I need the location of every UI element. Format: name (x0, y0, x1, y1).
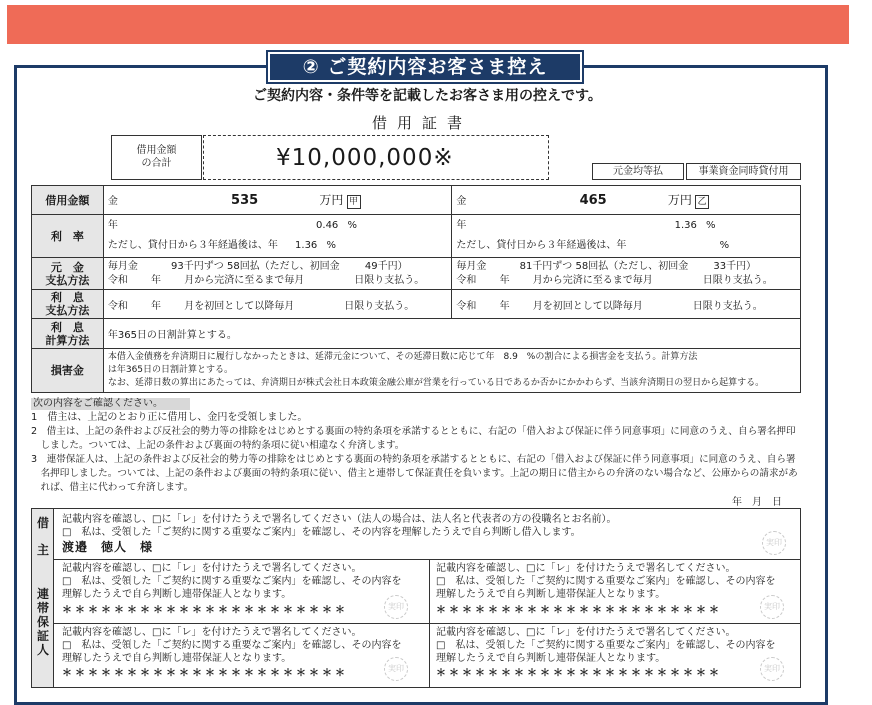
interest-label: 利 息 支払方法 (32, 290, 104, 319)
principal-label: 元 金 支払方法 (32, 258, 104, 290)
pr-e: 回払（ただし、初回金 (588, 260, 689, 272)
g1-line2[interactable]: □ 私は、受領した「ご契約に関する重要なご案内」を確認し、その内容を (62, 576, 402, 587)
g4-line3: 理解したうえで自ら判断し連帯保証人となります。 (436, 653, 666, 664)
rate-pct-b: % (326, 240, 336, 251)
damages-line3: なお、延滞日数の算出にあたっては、弁済期日が株式会社日本政策金融公庫が営業を行っている日であるか否かにかかわらず、当該弁済期日の翌日から起算する。 (107, 378, 765, 388)
pl-b: 93 (171, 260, 184, 272)
damages-line2: は年365日の日割計算とする。 (107, 365, 234, 375)
rate-after-text-a: ただし、貸付日から３年経過後は、年 (107, 240, 278, 251)
rate-after-text-b: ただし、貸付日から３年経過後は、年 (456, 240, 627, 251)
principal-left-line2: 令和 年 月から完済に至るまで毎月 日限り支払う。 (107, 274, 425, 286)
g1-line1: 記載内容を確認し、□に「レ」を付けたうえで署名してください。 (62, 563, 362, 574)
borrower-label-col (32, 509, 54, 559)
condition-2a: 2 借主は、上記の条件および反社会的勢力等の排除をはじめとする裏面の特約条項を承諾するとともに、右記の「借入および保証に伴う同意事項」に同意のうえ、自ら署名押印 (31, 426, 796, 437)
interest-row (32, 290, 801, 319)
calc-text: 年365日の日割計算とする。 (103, 319, 800, 349)
rate-right-value: 1.36 (674, 220, 697, 231)
rate-pct-c: % (706, 220, 716, 231)
borrow-right-value: 465 (579, 193, 607, 208)
total-amount-label (111, 135, 202, 180)
damages-text (103, 349, 800, 393)
interest-left: 令和 年 月を初回として以降毎月 日限り支払う。 (103, 290, 452, 319)
g2-masked-name: ＊＊＊＊＊＊＊＊＊＊＊＊＊＊＊＊＊＊＊＊＊＊ (436, 605, 722, 616)
seal-stamp-g3: 実印 (384, 657, 408, 681)
borrow-unit-a: 万円 (319, 193, 344, 207)
pl-f: 49 (364, 260, 378, 272)
condition-2b: しました。ついては、上記の条件および裏面の特約条項に従い相違なく弁済します。 (31, 440, 405, 451)
rate-label: 利 率 (32, 215, 104, 258)
divider (32, 559, 800, 560)
condition-3c: れば、借主に代わって弁済します。 (31, 482, 194, 493)
seal-stamp-g1: 実印 (384, 595, 408, 619)
guarantor-label-col (32, 559, 54, 687)
rate-left-value: 0.46 (316, 220, 339, 231)
borrow-prefix-b: 金 (456, 196, 467, 207)
mark-b: 乙 (695, 195, 709, 209)
condition-3a: 3 連帯保証人は、上記の条件および反社会的勢力等の排除をはじめとする裏面の特約条項を承諾するとともに、右記の「借入および保証に伴う同意事項」に同意のうえ、自ら署 (31, 454, 796, 465)
rate-year-a: 年 (107, 220, 118, 231)
rate-pct-d: % (719, 240, 730, 251)
seal-stamp-borrower: 実印 (762, 531, 786, 555)
loan-type-tag: 事業資金同時貸付用 (686, 163, 801, 180)
mark-a: 甲 (347, 195, 361, 209)
rate-row (32, 215, 801, 258)
borrower-name[interactable]: 渡邉 徳人 様 (62, 540, 154, 554)
pr-g: 千円） (726, 260, 757, 272)
rate-pct-a: % (347, 220, 357, 231)
principal-left (103, 258, 452, 290)
borrower-checkbox-line[interactable]: □ 私は、受領した「ご契約に関する重要なご案内」を確認し、その内容を理解したうえで自ら判断し借入します。 (62, 527, 581, 538)
g4-line1: 記載内容を確認し、□に「レ」を付けたうえで署名してください。 (436, 627, 736, 638)
g2-line3: 理解したうえで自ら判断し連帯保証人となります。 (436, 589, 666, 600)
document-title: 借用証書 (372, 114, 473, 132)
borrow-label: 借用金額 (32, 186, 104, 215)
borrow-left-value: 535 (231, 193, 259, 208)
calc-row (32, 319, 801, 349)
seal-stamp-g4: 実印 (760, 657, 784, 681)
condition-1: 1 借主は、上記のとおり正に借用し、金円を受領しました。 (31, 412, 308, 423)
g3-masked-name: ＊＊＊＊＊＊＊＊＊＊＊＊＊＊＊＊＊＊＊＊＊＊ (62, 668, 348, 679)
pl-g: 千円） (377, 260, 408, 272)
rate-year-b: 年 (456, 220, 467, 231)
total-amount-value: ¥10,000,000※ (203, 135, 549, 180)
principal-right (452, 258, 801, 290)
g2-line2[interactable]: □ 私は、受領した「ご契約に関する重要なご案内」を確認し、その内容を (436, 576, 776, 587)
g2-line1: 記載内容を確認し、□に「レ」を付けたうえで署名してください。 (436, 563, 736, 574)
subtitle: ご契約内容・条件等を記載したお客さま用の控えです。 (253, 88, 602, 104)
pl-e: 回払（ただし、初回金 (239, 260, 340, 272)
borrow-row (32, 186, 801, 215)
g1-line3: 理解したうえで自ら判断し連帯保証人となります。 (62, 589, 292, 600)
conditions-heading: 次の内容をご確認ください。 (31, 398, 190, 410)
damages-row (32, 349, 801, 393)
rate-right (452, 215, 801, 258)
pr-f: 33 (713, 260, 727, 272)
calc-label: 利 息 計算方法 (32, 319, 104, 349)
contract-date: 年 月 日 (732, 497, 782, 508)
pl-d: 58 (226, 260, 240, 272)
total-amount-label-text: 借用金額 の合計 (136, 145, 177, 169)
principal-right-line2: 令和 年 月から完済に至るまで毎月 日限り支払う。 (456, 274, 773, 286)
condition-3b: 名押印しました。ついては、上記の条件および裏面の特約条項に従い、借主と連帯して保証責任を負います。上記の期日に借主からの弁済のない場合など、公庫からの請求があ (31, 468, 798, 479)
borrow-prefix-a: 金 (107, 196, 118, 207)
divider (54, 623, 800, 624)
g3-line2[interactable]: □ 私は、受領した「ご契約に関する重要なご案内」を確認し、その内容を (62, 640, 402, 651)
rate-left (103, 215, 452, 258)
pr-b: 81 (519, 260, 533, 272)
seal-stamp-g2: 実印 (760, 595, 784, 619)
rate-after-left-value: 1.36 (295, 240, 318, 251)
g4-masked-name: ＊＊＊＊＊＊＊＊＊＊＊＊＊＊＊＊＊＊＊＊＊＊ (436, 668, 722, 679)
repayment-type-tag: 元金均等払 (592, 163, 684, 180)
borrow-unit-b: 万円 (667, 193, 692, 207)
pl-a: 毎月金 (107, 260, 138, 272)
signature-area (31, 508, 801, 688)
borrower-label-2: 主 (36, 543, 49, 557)
section-title-badge: ② ご契約内容お客さま控え (268, 52, 582, 82)
interest-right: 令和 年 月を初回として以降毎月 日限り支払う。 (452, 290, 801, 319)
damages-label: 損害金 (32, 349, 104, 393)
borrow-left (103, 186, 452, 215)
g3-line1: 記載内容を確認し、□に「レ」を付けたうえで署名してください。 (62, 627, 362, 638)
loan-terms-table (31, 185, 801, 393)
g1-masked-name: ＊＊＊＊＊＊＊＊＊＊＊＊＊＊＊＊＊＊＊＊＊＊ (62, 605, 348, 616)
borrow-right (452, 186, 801, 215)
damages-line1: 本借入金債務を弁済期日に履行しなかったときは、延滞元金について、その延滞日数に応じて年 8.9 %の割合による損害金を支払う。計算方法 (107, 352, 698, 362)
g4-line2[interactable]: □ 私は、受領した「ご契約に関する重要なご案内」を確認し、その内容を (436, 640, 776, 651)
top-color-band (7, 5, 849, 44)
g3-line3: 理解したうえで自ら判断し連帯保証人となります。 (62, 653, 292, 664)
principal-row (32, 258, 801, 290)
pr-a: 毎月金 (456, 260, 487, 272)
guarantor-label: 連 帯 保 証 人 (36, 587, 49, 657)
pr-d: 58 (575, 260, 589, 272)
pr-c: 千円ずつ (532, 260, 573, 272)
borrower-label-1: 借 (36, 516, 49, 530)
pl-c: 千円ずつ (183, 260, 224, 272)
borrower-instruction: 記載内容を確認し、□に「レ」を付けたうえで署名してください（法人の場合は、法人名と代表者の方の役職名とお名前）。 (62, 514, 617, 525)
